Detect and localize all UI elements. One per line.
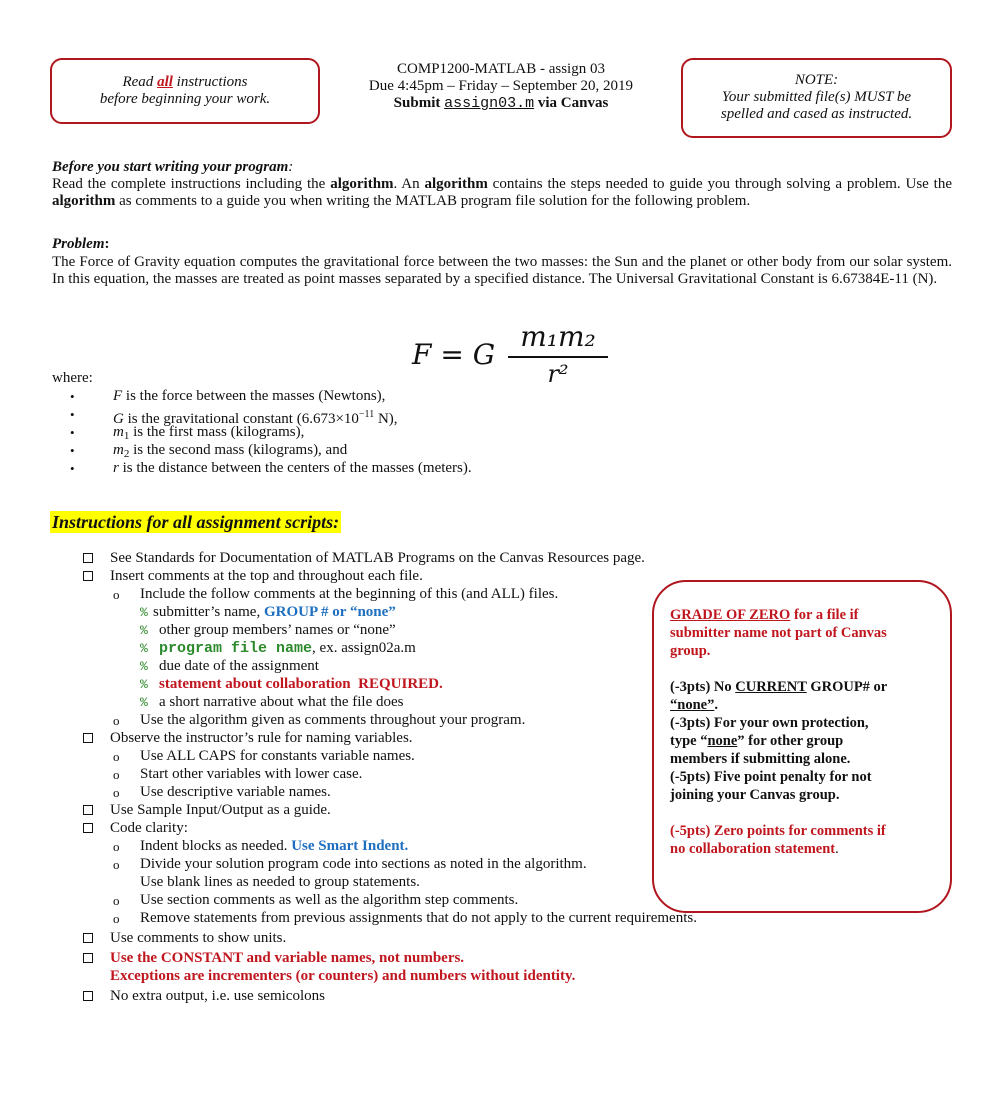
problem-heading: Problem:	[52, 236, 110, 252]
checkbox-icon	[83, 733, 93, 743]
before-text: Read the complete instructions including the algorithm. An algorithm contains the steps needed to guide you through solving a problem. Use the algorithm as comments to a guide you when writing the MATLAB program file solution for the following problem.	[52, 176, 952, 209]
checkbox-icon	[83, 571, 93, 581]
checkbox-icon	[83, 933, 93, 943]
course-title: COMP1200-MATLAB - assign 03	[397, 61, 605, 77]
where-label: where:	[52, 370, 93, 386]
checkbox-icon	[83, 953, 93, 963]
grade-warning-box: GRADE OF ZERO for a file if submitter name not part of Canvas group. (-3pts) No CURRENT GROUP# or “none”. (-3pts) For your own protection, type “none” for other group members if submitting alone. (-5pts) Five point penalty for not joining your Canvas group. (-5pts) Zero points for comments if no collaboration statement.	[652, 580, 952, 913]
note-box: NOTE: Your submitted file(s) MUST be spelled and cased as instructed.	[681, 58, 952, 138]
checkbox-icon	[83, 805, 93, 815]
problem-text: The Force of Gravity equation computes the gravitational force between the two masses: the Sun and the planet or other body from our solar system. In this equation, the masses are treated as point masses separated by a specified distance. The Universal Gravitational Constant is 6.67384E-11 (N).	[52, 254, 952, 287]
read-instructions-box: Read all instructions before beginning your work.	[50, 58, 320, 124]
checkbox-icon	[83, 991, 93, 1001]
checkbox-icon	[83, 553, 93, 563]
before-heading: Before you start writing your program:	[52, 159, 294, 175]
gravity-equation: F = G m₁m₂ r²	[412, 322, 632, 392]
due-date: Due 4:45pm – Friday – September 20, 2019	[368, 78, 634, 94]
instructions-title: Instructions for all assignment scripts:	[52, 512, 340, 532]
checkbox-icon	[83, 823, 93, 833]
all-emphasis: all	[157, 74, 173, 90]
assignment-header: COMP1200-MATLAB - assign 03 Due 4:45pm – Friday – September 20, 2019 Submit assign03.m via Canvas	[330, 61, 672, 112]
submit-filename: assign03.m	[444, 95, 535, 112]
